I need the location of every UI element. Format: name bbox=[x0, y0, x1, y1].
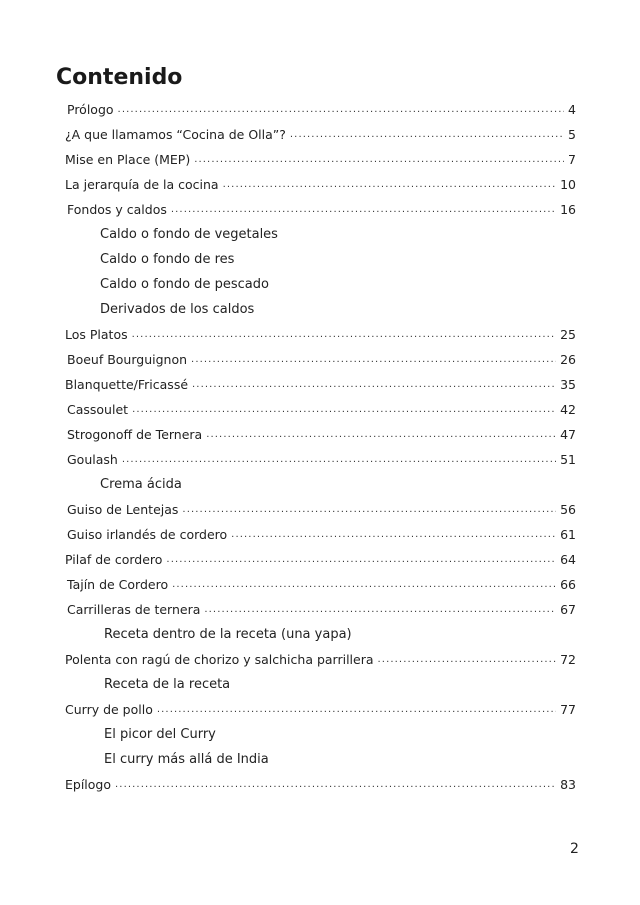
toc-entry-cocina-de-olla[interactable] bbox=[0, 122, 576, 147]
toc-entry-goulash[interactable] bbox=[0, 447, 576, 472]
toc-entry-mise-en-place[interactable] bbox=[0, 147, 576, 172]
toc-subentry-label: Caldo o fondo de vegetales bbox=[100, 227, 278, 242]
toc-entry-label: Polenta con ragú de chorizo y salchicha parrillera bbox=[65, 652, 374, 667]
toc-dot-leader bbox=[378, 647, 557, 672]
toc-entry-label: Tajín de Cordero bbox=[67, 577, 169, 592]
toc-entry-page: 64 bbox=[560, 552, 576, 567]
toc-entry-label: Blanquette/Fricassé bbox=[65, 377, 189, 392]
toc-subentry-label: Receta dentro de la receta (una yapa) bbox=[104, 627, 352, 642]
toc-subentry-label: El picor del Curry bbox=[104, 727, 216, 742]
toc-subentry-caldo-vegetales[interactable] bbox=[0, 222, 576, 247]
toc-entry-label: Mise en Place (MEP) bbox=[65, 152, 191, 167]
toc-dot-leader bbox=[122, 447, 556, 472]
toc-entry-page: 42 bbox=[560, 402, 576, 417]
toc-entry-guiso-lentejas[interactable] bbox=[0, 497, 576, 522]
toc-entry-cassoulet[interactable] bbox=[0, 397, 576, 422]
toc-entry-page: 67 bbox=[560, 602, 576, 617]
toc-entry-page: 51 bbox=[560, 452, 576, 467]
toc-dot-leader bbox=[118, 97, 565, 122]
toc-subentry-receta-de-la-receta[interactable] bbox=[0, 672, 576, 697]
toc-dot-leader bbox=[172, 572, 556, 597]
toc-entry-curry-de-pollo[interactable] bbox=[0, 697, 576, 722]
toc-entry-page: 16 bbox=[560, 202, 576, 217]
toc-entry-label: Prólogo bbox=[67, 102, 114, 117]
toc-entry-page: 61 bbox=[560, 527, 576, 542]
toc-dot-leader bbox=[206, 422, 556, 447]
toc-entry-label: Cassoulet bbox=[67, 402, 129, 417]
toc-entry-label: Goulash bbox=[67, 452, 118, 467]
toc-subentry-label: Derivados de los caldos bbox=[100, 302, 255, 317]
toc-entry-label: Guiso irlandés de cordero bbox=[67, 527, 228, 542]
toc-entry-label: Boeuf Bourguignon bbox=[67, 352, 188, 367]
toc-dot-leader bbox=[115, 772, 556, 797]
toc-entry-label: Fondos y caldos bbox=[67, 202, 167, 217]
toc-entry-label: Curry de pollo bbox=[65, 702, 153, 717]
toc-subentry-curry-mas-alla[interactable] bbox=[0, 747, 576, 772]
toc-entry-label: Carrilleras de ternera bbox=[67, 602, 201, 617]
toc-dot-leader bbox=[157, 697, 556, 722]
toc-dot-leader bbox=[231, 522, 556, 547]
toc-entry-page: 77 bbox=[560, 702, 576, 717]
toc-entry-page: 56 bbox=[560, 502, 576, 517]
toc-subentry-label: El curry más allá de India bbox=[104, 752, 269, 767]
toc-entry-page: 7 bbox=[568, 152, 576, 167]
toc-dot-leader bbox=[191, 347, 556, 372]
toc-subentry-caldo-res[interactable] bbox=[0, 247, 576, 272]
toc-dot-leader bbox=[204, 597, 556, 622]
toc-entry-pilaf[interactable] bbox=[0, 547, 576, 572]
toc-entry-los-platos[interactable] bbox=[0, 322, 576, 347]
toc-subentry-label: Caldo o fondo de pescado bbox=[100, 277, 269, 292]
page-number: 2 bbox=[570, 841, 579, 857]
toc-dot-leader bbox=[166, 547, 556, 572]
toc-entry-page: 35 bbox=[560, 377, 576, 392]
toc-entry-label: La jerarquía de la cocina bbox=[65, 177, 219, 192]
toc-dot-leader bbox=[182, 497, 556, 522]
toc-subentry-derivados[interactable] bbox=[0, 297, 576, 322]
toc-subentry-caldo-pescado[interactable] bbox=[0, 272, 576, 297]
toc-entry-prologo[interactable] bbox=[0, 97, 576, 122]
toc-dot-leader bbox=[194, 147, 564, 172]
toc-dot-leader bbox=[223, 172, 556, 197]
toc-entry-label: ¿A que llamamos “Cocina de Olla”? bbox=[65, 127, 286, 142]
toc-entry-page: 10 bbox=[560, 177, 576, 192]
toc-subentry-label: Receta de la receta bbox=[104, 677, 231, 692]
toc-dot-leader bbox=[290, 122, 564, 147]
toc-entry-label: Epílogo bbox=[65, 777, 112, 792]
toc-entry-blanquette[interactable] bbox=[0, 372, 576, 397]
toc-subentry-receta-yapa[interactable] bbox=[0, 622, 576, 647]
toc-entry-label: Guiso de Lentejas bbox=[67, 502, 179, 517]
toc-entry-page: 47 bbox=[560, 427, 576, 442]
toc-entry-tajin[interactable] bbox=[0, 572, 576, 597]
toc-entry-page: 25 bbox=[560, 327, 576, 342]
toc-subentry-label: Crema ácida bbox=[100, 477, 182, 492]
toc-entry-page: 4 bbox=[568, 102, 576, 117]
toc-entry-strogonoff[interactable] bbox=[0, 422, 576, 447]
toc-entry-page: 26 bbox=[560, 352, 576, 367]
toc-entry-page: 83 bbox=[560, 777, 576, 792]
page-title: Contenido bbox=[56, 65, 183, 90]
toc-entry-polenta[interactable] bbox=[0, 647, 576, 672]
toc-subentry-label: Caldo o fondo de res bbox=[100, 252, 235, 267]
toc-entry-epilogo[interactable] bbox=[0, 772, 576, 797]
toc-entry-jerarquia[interactable] bbox=[0, 172, 576, 197]
toc-subentry-crema-acida[interactable] bbox=[0, 472, 576, 497]
toc-dot-leader bbox=[132, 397, 556, 422]
toc-entry-fondos-y-caldos[interactable] bbox=[0, 197, 576, 222]
toc-entry-carrilleras[interactable] bbox=[0, 597, 576, 622]
toc-dot-leader bbox=[192, 372, 556, 397]
toc-entry-page: 5 bbox=[568, 127, 576, 142]
toc-entry-label: Strogonoff de Ternera bbox=[67, 427, 203, 442]
toc-entry-guiso-irlandes[interactable] bbox=[0, 522, 576, 547]
toc-entry-boeuf-bourguignon[interactable] bbox=[0, 347, 576, 372]
toc-dot-leader bbox=[171, 197, 556, 222]
toc-subentry-picor-curry[interactable] bbox=[0, 722, 576, 747]
table-of-contents bbox=[0, 97, 640, 797]
toc-entry-page: 66 bbox=[560, 577, 576, 592]
toc-entry-page: 72 bbox=[560, 652, 576, 667]
toc-entry-label: Pilaf de cordero bbox=[65, 552, 163, 567]
toc-dot-leader bbox=[132, 322, 556, 347]
toc-entry-label: Los Platos bbox=[65, 327, 128, 342]
